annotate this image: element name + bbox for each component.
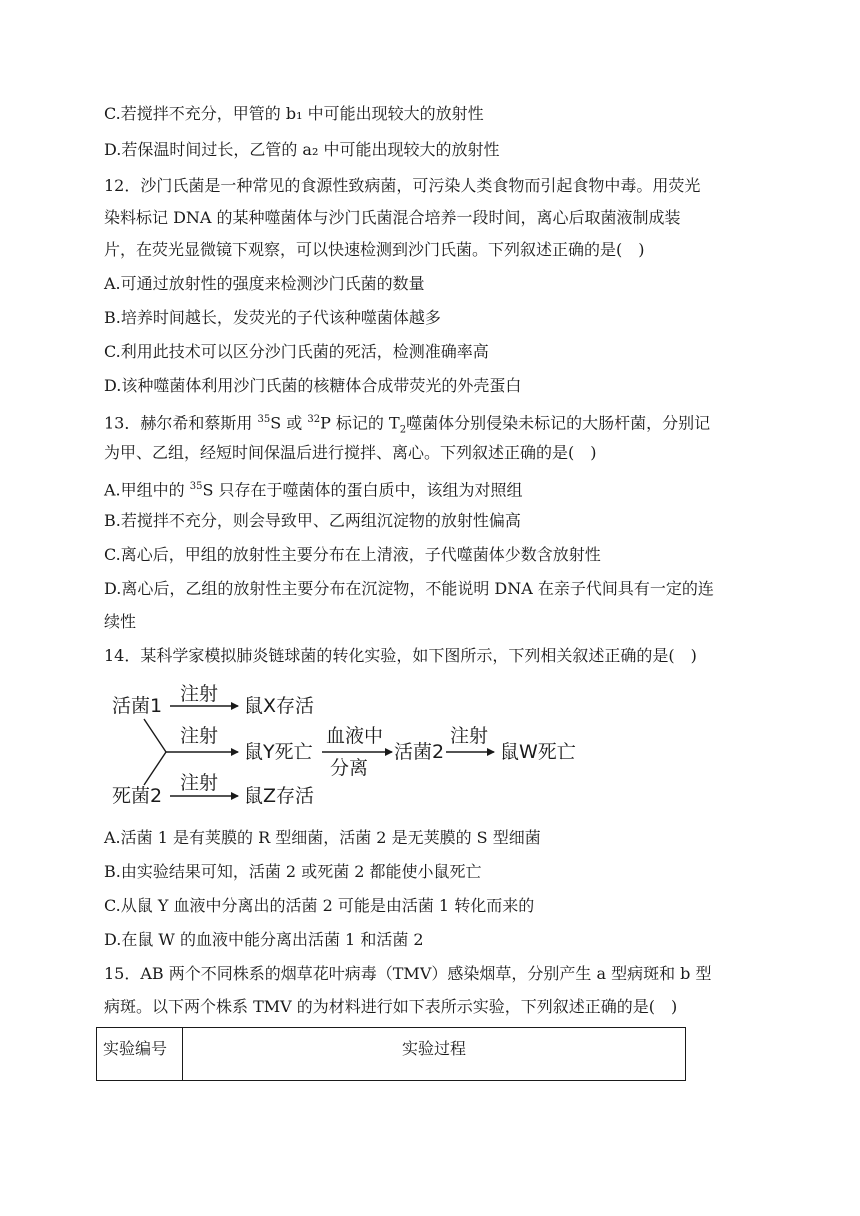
- branch-line-bottom: [144, 752, 166, 785]
- table-header-row: [97, 1028, 686, 1081]
- q13-stem-line1: 13．赫尔希和蔡斯用 $^{35}$S 或 $^{32}$P 标记的 $T_2$噬菌体分别侵染未标记的大肠杆菌，分别记: [104, 413, 711, 436]
- dead-bacteria-2-label: 死菌2: [112, 785, 163, 807]
- inject-label-4: 注射: [180, 772, 219, 794]
- q12-option-a: A.可通过放射性的强度来检测沙门氏菌的数量: [104, 274, 425, 293]
- q12-option-d: D.该种噬菌体利用沙门氏菌的核糖体合成带荧光的外壳蛋白: [104, 376, 522, 395]
- mouse-x-label: 鼠X存活: [244, 695, 315, 717]
- mouse-w-label: 鼠W死亡: [500, 741, 576, 763]
- q14-option-c: C.从鼠 Y 血液中分离出的活菌 2 可能是由活菌 1 转化而来的: [104, 896, 535, 915]
- header-experiment-number: 实验编号: [97, 1028, 183, 1081]
- q12-stem-line3: 片，在荧光显微镜下观察，可以快速检测到沙门氏菌。下列叙述正确的是( ): [104, 240, 645, 259]
- q13-option-d-line2: 续性: [104, 612, 137, 631]
- header-experiment-process: 实验过程: [183, 1028, 686, 1081]
- q13-option-a: A.甲组中的 $^{35}$S 只存在于噬菌体的蛋白质中，该组为对照组: [104, 480, 523, 500]
- q12-option-b: B.培养时间越长，发荧光的子代该种噬菌体越多: [104, 308, 441, 327]
- q13-option-d-line1: D.离心后，乙组的放射性主要分布在沉淀物，不能说明 DNA 在亲子代间具有一定的连: [104, 579, 714, 598]
- live-bacteria-1-label: 活菌1: [112, 695, 163, 717]
- inject-label-3: 注射: [450, 725, 489, 747]
- q12-stem-line2: 染料标记 DNA 的某种噬菌体与沙门氏菌混合培养一段时间，离心后取菌液制成装: [104, 208, 681, 227]
- q11-option-d: D.若保温时间过长，乙管的 a₂ 中可能出现较大的放射性: [104, 140, 500, 159]
- mouse-z-label: 鼠Z存活: [244, 785, 315, 807]
- mouse-y-label: 鼠Y死亡: [244, 741, 313, 763]
- q12-option-c: C.利用此技术可以区分沙门氏菌的死活，检测准确率高: [104, 342, 489, 361]
- q14-stem: 14．某科学家模拟肺炎链球菌的转化实验，如下图所示，下列相关叙述正确的是( ): [104, 646, 697, 665]
- q14-option-b: B.由实验结果可知，活菌 2 或死菌 2 都能使小鼠死亡: [104, 862, 482, 881]
- separate-label: 分离: [330, 757, 369, 779]
- blood-label: 血液中: [326, 725, 384, 747]
- q13-option-c: C.离心后，甲组的放射性主要分布在上清液，子代噬菌体少数含放射性: [104, 545, 601, 564]
- q13-option-b: B.若搅拌不充分，则会导致甲、乙两组沉淀物的放射性偏高: [104, 511, 521, 530]
- q13-stem-line2: 为甲、乙组，经短时间保温后进行搅拌、离心。下列叙述正确的是( ): [104, 443, 597, 462]
- inject-label-1: 注射: [180, 683, 219, 705]
- inject-label-2: 注射: [180, 725, 219, 747]
- q11-option-c: C.若搅拌不充分，甲管的 b₁ 中可能出现较大的放射性: [104, 104, 484, 123]
- q14-option-d: D.在鼠 W 的血液中能分离出活菌 1 和活菌 2: [104, 930, 424, 949]
- q12-stem-line1: 12．沙门氏菌是一种常见的食源性致病菌，可污染人类食物而引起食物中毒。用荧光: [104, 176, 701, 195]
- transformation-experiment-diagram: [104, 672, 624, 812]
- live-bacteria-2-label: 活菌2: [394, 741, 445, 763]
- experiment-table: [96, 1027, 686, 1081]
- q14-option-a: A.活菌 1 是有荚膜的 R 型细菌，活菌 2 是无荚膜的 S 型细菌: [104, 828, 541, 847]
- branch-line-top: [144, 719, 166, 752]
- q15-stem-line2: 病斑。以下两个株系 TMV 的为材料进行如下表所示实验，下列叙述正确的是( ): [104, 997, 678, 1016]
- q15-stem-line1: 15．AB 两个不同株系的烟草花叶病毒（TMV）感染烟草，分别产生 a 型病斑和 b 型: [104, 964, 712, 983]
